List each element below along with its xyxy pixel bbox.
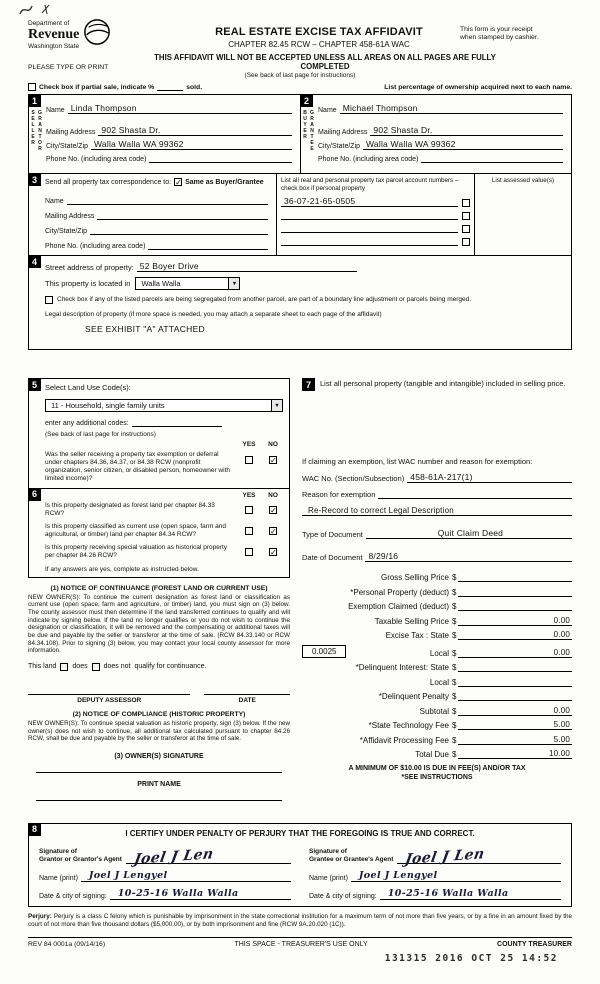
grantee-date-city-field[interactable]: 10-25-16 Walla Walla [380, 888, 561, 900]
perjury-clause: Perjury: Perjury is a class C felony which is punishable by imprisonment in the state correctional institution for a maximum term of not more than five years, or by a fine in an amount fixed by the court of not more than five thousand dollars ($5,000.00), or by both imprisonment and fine (RCW 9A.20.020 (1C)). [28, 912, 573, 928]
parcel-4-field[interactable] [281, 237, 458, 246]
see-back-note-2: (See back of last page for instructions) [45, 431, 156, 438]
legal-description-value[interactable]: SEE EXHIBIT "A" ATTACHED [85, 324, 205, 334]
grantee-sig-label-2: Grantee or Grantee's Agent [309, 856, 394, 864]
warning-line: THIS AFFIDAVIT WILL NOT BE ACCEPTED UNLESS ALL AREAS ON ALL PAGES ARE FULLY COMPLETED [154, 53, 496, 71]
correspondence-section: 3 Send all property tax correspondence to: ✓ Same as Buyer/Grantee Name Mailing Address City/State/Zip Phone No. (including area code) List all real and personal property tax parcel account numbers – check box if personal property 36-07-21-65-0505 List assessed value(s) [28, 174, 572, 256]
type-of-document-label: Type of Document [302, 530, 363, 539]
grantor-signature-field[interactable] [126, 844, 291, 868]
buyer-name-label: Name [318, 107, 337, 114]
notice-compliance-title: (2) NOTICE OF COMPLIANCE (HISTORIC PROPERTY) [72, 710, 246, 718]
grantee-signature-handwriting: Joel J Len [404, 845, 487, 868]
land-use-title: Select Land Use Code(s): [45, 383, 131, 392]
minimum-due-note: A MINIMUM OF $10.00 IS DUE IN FEE(S) AND/OR TAX [348, 765, 526, 772]
section-3-number: 3 [28, 173, 41, 186]
corr-mailing-field[interactable] [97, 210, 268, 220]
fee-row-processing-fee: *Affidavit Processing Fee $ 5.00 [359, 734, 570, 745]
fee-row-total-due: Total Due $ 10.00 [415, 749, 570, 759]
forest-no-checkbox[interactable]: ✓ [270, 506, 277, 516]
buyer-csz-field[interactable]: Walla Walla WA 99362 [363, 139, 563, 150]
chevron-down-icon[interactable]: ▼ [271, 400, 282, 411]
dept-line1: Department of [28, 19, 70, 27]
assessor-date-field[interactable] [204, 687, 290, 695]
delinquent-penalty-field[interactable] [458, 691, 572, 701]
certification-section [28, 823, 572, 907]
land-use-section: 5 Select Land Use Code(s): 11 - Household, single family units ▼ enter any additional codes: (See back of last page for instructions) YES NO Was the seller receiving a property tax exemption or deferral under chapters 84.36, 84.37, or 84.38 RCW (nonprofit organization, senior citizen, or disabled person, homeowner with limited income)? ✓ [28, 378, 290, 489]
grantee-name-print-label: Name (print) [309, 874, 348, 882]
fee-row-delinquent-interest-state: *Delinquent Interest: State $ [302, 662, 572, 672]
affidavit-processing-fee-field[interactable]: 5.00 [458, 735, 572, 745]
form-revision: REV 84 0001a (09/14/16) [28, 940, 106, 948]
cashier-stamp: 131315 2016 OCT 25 14:52 [384, 952, 558, 964]
buyer-phone-field[interactable] [421, 153, 563, 163]
land-does-not-checkbox[interactable] [92, 663, 100, 671]
see-back-note: (See back of last page for instructions) [244, 72, 356, 79]
partial-sale-label: Check box if partial sale, indicate % [39, 84, 155, 91]
exemption-claimed-field[interactable] [458, 601, 572, 611]
parties-box [28, 94, 572, 174]
grantor-date-city-label: Date & city of signing: [39, 892, 107, 900]
same-as-buyer-label: Same as Buyer/Grantee [185, 178, 264, 186]
owners-signature-field[interactable] [36, 760, 282, 773]
grantor-sig-label-2: Grantor or Grantor's Agent [39, 856, 122, 864]
sold-label: sold. [186, 84, 203, 91]
seller-section [29, 95, 300, 173]
seller-csz-label: City/State/Zip [46, 143, 89, 150]
type-of-document-field[interactable]: Quit Claim Deed [366, 528, 572, 539]
print-name-heading: PRINT NAME [137, 780, 181, 788]
fee-table [302, 572, 572, 759]
property-location-section [28, 256, 572, 350]
dor-logo-icon [83, 18, 111, 51]
print-name-field[interactable] [36, 788, 282, 801]
fee-row-exemption: Exemption Claimed (deduct) $ [302, 601, 572, 611]
section-6-number: 6 [28, 488, 41, 501]
date-of-document-label: Date of Document [302, 553, 363, 562]
grantor-signature-block [39, 844, 291, 900]
deferral-no-checkbox[interactable]: ✓ [270, 455, 277, 465]
fee-row-taxable: Taxable Selling Price $ 0.00 [374, 615, 570, 626]
form-header [28, 18, 572, 51]
grantee-signature-block [309, 844, 561, 900]
fee-row-delinquent-penalty: *Delinquent Penalty $ [302, 691, 572, 701]
buyer-grantee-side-label: BUYER GRANTEE [302, 110, 315, 152]
parcel-2-field[interactable] [281, 211, 458, 220]
buyer-name-field[interactable]: Michael Thompson [340, 103, 563, 114]
personal-property-note: List all personal property (tangible and intangible) included in selling price. [320, 379, 566, 388]
state-technology-fee-field[interactable]: 5.00 [458, 720, 572, 730]
street-address-field[interactable]: 52 Boyer Drive [137, 261, 357, 272]
form-chapter: CHAPTER 82.45 RCW – CHAPTER 458-61A WAC [228, 40, 410, 49]
forest-yes-checkbox[interactable] [245, 506, 253, 514]
grantee-date-city-label: Date & city of signing: [309, 892, 377, 900]
date-of-document-field[interactable]: 8/29/16 [365, 551, 572, 562]
parcel-2-personal-checkbox[interactable] [462, 212, 470, 220]
seller-mailing-field[interactable]: 902 Shasta Dr. [98, 125, 292, 136]
located-in-label: This property is located in [45, 279, 131, 288]
section-1-number: 1 [28, 94, 41, 107]
grantee-sig-label-1: Signature of [309, 848, 347, 856]
same-as-buyer-checkbox[interactable]: ✓ [175, 178, 182, 187]
local-rate-box: 0.0025 [302, 645, 346, 658]
street-address-label: Street address of property: [45, 263, 134, 272]
treasurer-space-label: THIS SPACE - TREASURER'S USE ONLY [234, 940, 368, 948]
fee-row-subtotal: Subtotal $ 0.00 [419, 705, 570, 716]
current-use-no-checkbox[interactable]: ✓ [270, 527, 277, 537]
dept-line3: Washington State [28, 42, 80, 50]
grantor-date-city-field[interactable]: 10-25-16 Walla Walla [110, 888, 291, 900]
section-4-number: 4 [28, 255, 41, 268]
segregated-checkbox[interactable] [45, 296, 53, 304]
affidavit-page: Department of Revenue Washington State REAL ESTATE EXCISE TAX AFFIDAVIT CHAPTER 82.45 RCW – CHAPTER 458-61A WAC This form is your receipt when stamped by cashier. PLEASE TYPE OR PRINT THIS AFFIDAVIT WILL NOT BE ACCEPTED UNLESS ALL AREAS ON ALL PAGES ARE FULLY COMPLETED (See back of last page for instructions) Check box if partial sale, indicate % sold. List percentage of ownership acquired next to each name. 1 SELLER GRANTOR Name Linda Thompson Mailing Address 902 Shasta Dr. City/State/Zip Walla Walla WA 99362 Phone No. (including area code) 2 BUYER GRANTEE Name Michael Thompson Mailing Address 902 Shasta Dr. City/State/Zip Walla Walla WA 99362 Phone No. (including area code) 3 Send all property tax correspondence to: ✓ Same as Buyer/Grantee Name Mailing Address City/State/Zip Phone No. (including area code) List all real and personal property tax parcel account numbers – check box if personal property 36-07-21-65-0505 List assessed value(s) 4 Street address of property: 52 Boyer Drive This property is located in Walla Walla ▼ Check box if any of the listed parcels are being segregated from another parcel, are part of a boundary line adjustment or parcels being merged. Legal description of property (if more space is needed, you may attach a separate sheet to each page of the affidavit) SEE EXHIBIT "A" ATTACHED 5 Select Land Use Code(s): 11 - Household, single family units ▼ enter any additional codes: (See back of last page for instructions) YES NO Was the seller receiving a property tax exemption or deferral under chapters 84.36, 84.37, or 84.38 RCW (nonprofit organization, senior citizen, or disabled person, homeowner with limited income)? ✓ 6 YES NO Is this property designated as forest land per chapter 84.33 RCW? ✓ Is this property classified as current use (open space, farm and agricultural, or timber) land per chapter 84.34 RCW? ✓ Is this property receiving special valuation as historical property per chapter 84.26 RCW? ✓ If any answers are yes, complete as instructed below. (1) NOTICE OF CONTINUANCE (FOREST LAND OR CURRENT USE) NEW OWNER(S): To continue the current designation as forest land or classification as current use (open space, farm and agriculture, or timber) land, you must sign on (3) below. The county assessor must then determine if the land transferred continues to qualify and will indicate by signing below. If the land no longer qualifies or you do not wish to continue the designation or classification, it will be removed and the compensating or additional taxes will be due and payable by the seller or transferor at the time of sale. (RCW 84.33.140 or RCW 84.34.108). Prior to signing (3) below, you may contact your local county assessor for more information. This land does does not qualify for continuance. DEPUTY ASSESSOR DATE (2) NOTICE OF COMPLIANCE (HISTORIC PROPERTY) NEW OWNER(S): To continue special valuation as historic property, sign (3) below. If the new owner(s) does not wish to continue, all additional tax calculated pursuant to chapter 84.26 RCW, shall be due and payable by the seller or transferor at the time of sale. (3) OWNER(S) SIGNATURE PRINT NAME 7 List all personal property (tangible and intangible) included in selling price. If claiming an exemption, list WAC number and reason for exemption: WAC No. (Section/Subsection) 458-61A-217(1) Reason for exemption Re-Record to correct Legal Description Type of Document Quit Claim Deed Date of Document 8/29/16 Gross Selling Price $ *Personal Property (deduct) $ Exemption Claimed (deduct) $ Taxable Selling Price $ 0.00 Excise Tax : State $ 0.00 0.0025 Local $ 0.00 *Delinquent Interest: State $ Local $ *Delinquent Penalty $ Subtotal $ 0.00 *State Technology Fee $ 5.00 *Affidavit Processing Fee $ 5.00 Total Due $ 10.00 A MINIMUM OF $10.00 IS DUE IN FEE(S) AND/OR TAX *SEE INSTRUCTIONS 8 I CERTIFY UNDER PENALTY OF PERJURY THAT THE FOREGOING IS TRUE AND CORRECT. Signature of Grantor or Grantor's Agent Joel J Len Name (print) Joel J Lengyel Date & city of signing: 10-25-16 Walla Walla Signature of Grantee or Grantee's Agent Joel J Len Name (print) Joel J Lengyel Date & city of signing: 10-25-16 Walla Walla Perjury: Perjury is a class C felony which is punishable by imprisonment in the state correctional institution for a maximum term of not more than five years, or by a fine in an amount fixed by the court of not more than five thousand dollars ($5,000.00), or by both imprisonment and fine (RCW 9A.20.020 (1C)). REV 84 0001a (09/14/16) THIS SPACE - TREASURER'S USE ONLY COUNTY TREASURER 131315 2016 OCT 25 14:52 [0, 0, 600, 984]
delinquent-interest-state-field[interactable] [458, 662, 572, 672]
land-does-checkbox[interactable] [60, 663, 68, 671]
date-label: DATE [238, 696, 256, 704]
seller-csz-field[interactable]: Walla Walla WA 99362 [91, 139, 292, 150]
land-use-dropdown[interactable]: 11 - Household, single family units ▼ [45, 399, 283, 412]
wac-number-field[interactable]: 458-61A-217(1) [407, 472, 572, 483]
grantor-name-print-field[interactable]: Joel J Lengyel [81, 870, 291, 882]
type-or-print-note: PLEASE TYPE OR PRINT [28, 64, 109, 71]
notice-continuance-body: NEW OWNER(S): To continue the current designation as forest land or classification as current use (open space, farm and agriculture, or timber) land, you must sign on (3) below. The county assessor must then determine if the land transferred continues to qualify and will indicate by signing below. If the land no longer qualifies or you do not wish to continue the designation or classification, it will be removed and the compensating or additional taxes will be due and payable by the seller or transferor at the time of sale. (RCW 84.33.140 or RCW 84.34.108). Prior to signing (3) below, you may contact your local county assessor for more information. [28, 593, 290, 655]
partial-sale-checkbox[interactable] [28, 83, 36, 91]
send-correspondence-label: Send all property tax correspondence to: [45, 178, 172, 186]
percent-sold-field[interactable] [157, 83, 183, 91]
deputy-assessor-signature-field[interactable] [28, 687, 190, 695]
reason-exemption-field[interactable] [378, 489, 572, 499]
parcel-4-personal-checkbox[interactable] [462, 238, 470, 246]
historic-no-checkbox[interactable]: ✓ [270, 548, 277, 558]
grantor-sig-label-1: Signature of [39, 848, 77, 856]
seller-name-field[interactable]: Linda Thompson [68, 103, 292, 114]
section-5-number: 5 [28, 378, 41, 391]
deferral-question: Was the seller receiving a property tax exemption or deferral under chapters 84.36, 84.37, or 84.38 RCW (nonprofit organization, senior citizen, or disabled person, homeowner with limited income)? [45, 451, 230, 483]
parcel-numbers-header: List all real and personal property tax parcel account numbers – check box if personal property [281, 177, 459, 192]
receipt-note: This form is your receipt when stamped by cashier. [460, 26, 539, 42]
ownership-note: List percentage of ownership acquired next to each name. [384, 84, 572, 91]
corr-phone-field[interactable] [148, 240, 268, 250]
reason-exemption-value[interactable]: Re-Record to correct Legal Description [302, 506, 572, 516]
taxable-selling-price-field[interactable]: 0.00 [458, 616, 572, 626]
county-treasurer-label: COUNTY TREASURER [497, 940, 572, 948]
parcel-3-personal-checkbox[interactable] [462, 225, 470, 233]
subtotal-field[interactable]: 0.00 [458, 706, 572, 716]
fee-row-personal: *Personal Property (deduct) $ [302, 587, 572, 597]
fee-row-excise-state: Excise Tax : State $ 0.00 [385, 630, 570, 640]
delinquent-interest-local-field[interactable] [458, 677, 572, 687]
grantee-signature-field[interactable] [397, 844, 561, 868]
owners-signature-heading: (3) OWNER(S) SIGNATURE [114, 752, 204, 760]
buyer-csz-label: City/State/Zip [318, 143, 361, 150]
buyer-phone-label: Phone No. (including area code) [318, 156, 419, 163]
notice-continuance-title: (1) NOTICE OF CONTINUANCE (FOREST LAND OR CURRENT USE) [50, 584, 268, 592]
grantor-name-print-label: Name (print) [39, 874, 78, 882]
located-in-dropdown[interactable]: Walla Walla ▼ [135, 277, 240, 290]
corr-name-field[interactable] [67, 195, 268, 205]
historic-question: Is this property receiving special valuation as historical property per chapter 84.26 RCW? [45, 543, 228, 559]
deputy-assessor-label: DEPUTY ASSESSOR [77, 696, 142, 704]
personal-property-deduct-field[interactable] [458, 587, 572, 597]
fee-row-delinquent-interest-local: Local $ [302, 677, 572, 687]
exemption-claim-label: If claiming an exemption, list WAC number and reason for exemption: [302, 457, 533, 466]
grantee-name-print-field[interactable]: Joel J Lengyel [351, 870, 561, 882]
seller-mailing-label: Mailing Address [46, 129, 96, 136]
see-instructions-note: *SEE INSTRUCTIONS [401, 774, 473, 781]
classification-section: 6 YES NO Is this property designated as forest land per chapter 84.33 RCW? ✓ Is this property classified as current use (open space, farm and agricultural, or timber) land per chapter 84.34 RCW? ✓ Is this property receiving special valuation as historical property per chapter 84.26 RCW? ✓ If any answers are yes, complete as instructed below. [28, 489, 290, 578]
forest-land-question: Is this property designated as forest land per chapter 84.33 RCW? [45, 501, 215, 517]
fee-row-local: 0.0025 Local $ 0.00 [302, 645, 572, 658]
pen-scribble-icon [16, 2, 60, 23]
form-title: REAL ESTATE EXCISE TAX AFFIDAVIT [215, 26, 423, 38]
seller-phone-label: Phone No. (including area code) [46, 156, 147, 163]
dept-line2: Revenue [28, 26, 80, 42]
parcel-1-field[interactable]: 36-07-21-65-0505 [281, 196, 458, 207]
footer [28, 937, 572, 948]
gross-selling-price-field[interactable] [458, 572, 572, 582]
parcel-1-personal-checkbox[interactable] [462, 199, 470, 207]
buyer-mailing-label: Mailing Address [318, 129, 368, 136]
notice-compliance-body: NEW OWNER(S): To continue special valuation as historic property, sign (3) below. If the new owner(s) does not wish to continue, all additional tax calculated pursuant to chapter 84.26 RCW, shall be due and payable by the seller or transferor at the time of sale. [28, 719, 290, 743]
buyer-mailing-field[interactable]: 902 Shasta Dr. [370, 125, 563, 136]
section-2-number: 2 [300, 94, 313, 107]
grantor-signature-handwriting: Joel J Len [132, 845, 215, 868]
fee-row-tech-fee: *State Technology Fee $ 5.00 [368, 720, 570, 730]
parcel-3-field[interactable] [281, 224, 458, 233]
this-land-label: This land [28, 663, 57, 671]
buyer-section [300, 95, 571, 173]
corr-csz-field[interactable] [90, 225, 268, 235]
segregated-note: Check box if any of the listed parcels are being segregated from another parcel, are part of a boundary line adjustment or parcels being merged. [57, 296, 472, 303]
seller-grantor-side-label: SELLER GRANTOR [30, 110, 43, 152]
excise-local-field[interactable]: 0.00 [458, 648, 572, 658]
legal-description-label: Legal description of property (if more space is needed, you may attach a separate sheet to each page of the affidavit) [45, 311, 382, 318]
section-8-number: 8 [28, 823, 41, 836]
excise-state-field[interactable]: 0.00 [458, 630, 572, 640]
wac-number-label: WAC No. (Section/Subsection) [302, 474, 405, 483]
assessed-values-header: List assessed value(s) [491, 177, 555, 184]
fee-row-gross: Gross Selling Price $ [302, 572, 572, 582]
current-use-yes-checkbox[interactable] [245, 527, 253, 535]
current-use-question: Is this property classified as current use (open space, farm and agricultural, or timber) land per chapter 84.34 RCW? [45, 522, 227, 538]
seller-name-label: Name [46, 107, 65, 114]
certify-statement: I CERTIFY UNDER PENALTY OF PERJURY THAT THE FOREGOING IS TRUE AND CORRECT. [125, 828, 475, 838]
section-7-number: 7 [302, 378, 315, 391]
if-yes-note: If any answers are yes, complete as instructed below. [45, 565, 199, 573]
chevron-down-icon[interactable]: ▼ [228, 278, 239, 289]
additional-codes-label: enter any additional codes: [45, 420, 129, 427]
total-due-field[interactable]: 10.00 [458, 749, 572, 759]
reason-exemption-label: Reason for exemption [302, 490, 376, 499]
historic-yes-checkbox[interactable] [245, 548, 253, 556]
seller-phone-field[interactable] [149, 153, 292, 163]
deferral-yes-checkbox[interactable] [245, 456, 253, 464]
tax-computation-section [302, 378, 572, 801]
additional-codes-field[interactable] [132, 417, 222, 427]
